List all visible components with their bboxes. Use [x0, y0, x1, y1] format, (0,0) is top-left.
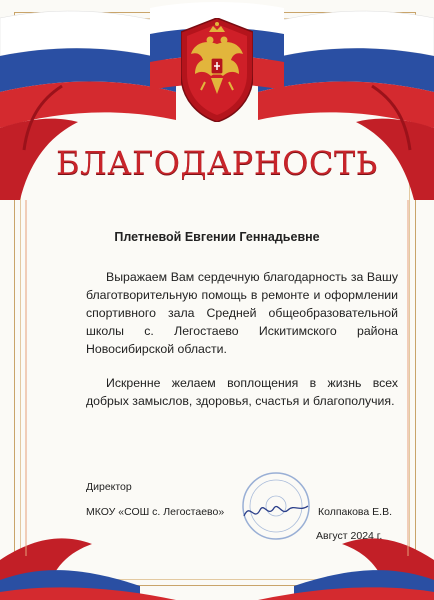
- gratitude-paragraph: Выражаем Вам сердечную благодарность за Вашу благотворительную помощь в ремонте и оформлении спортивного зала Средней общеобразовательной школы с. Легостаево Искитимского района Новосибирской области.: [86, 270, 398, 356]
- certificate-title: БЛАГОДАРНОСТЬ: [56, 144, 378, 182]
- signatory-name: Колпакова Е.В.: [318, 506, 392, 518]
- wishes-paragraph: Искренне желаем воплощения в жизнь всех добрых замыслов, здоровья, счастья и благополучия.: [86, 376, 398, 408]
- recipient-name: Плетневой Евгении Геннадьевне: [114, 230, 320, 244]
- issue-date: Август 2024 г.: [316, 530, 383, 542]
- coat-of-arms-emblem: [181, 18, 253, 122]
- handwritten-signature: [240, 498, 312, 524]
- organization-name: МКОУ «СОШ с. Легостаево»: [86, 506, 225, 518]
- signatory-position: Директор: [86, 481, 132, 493]
